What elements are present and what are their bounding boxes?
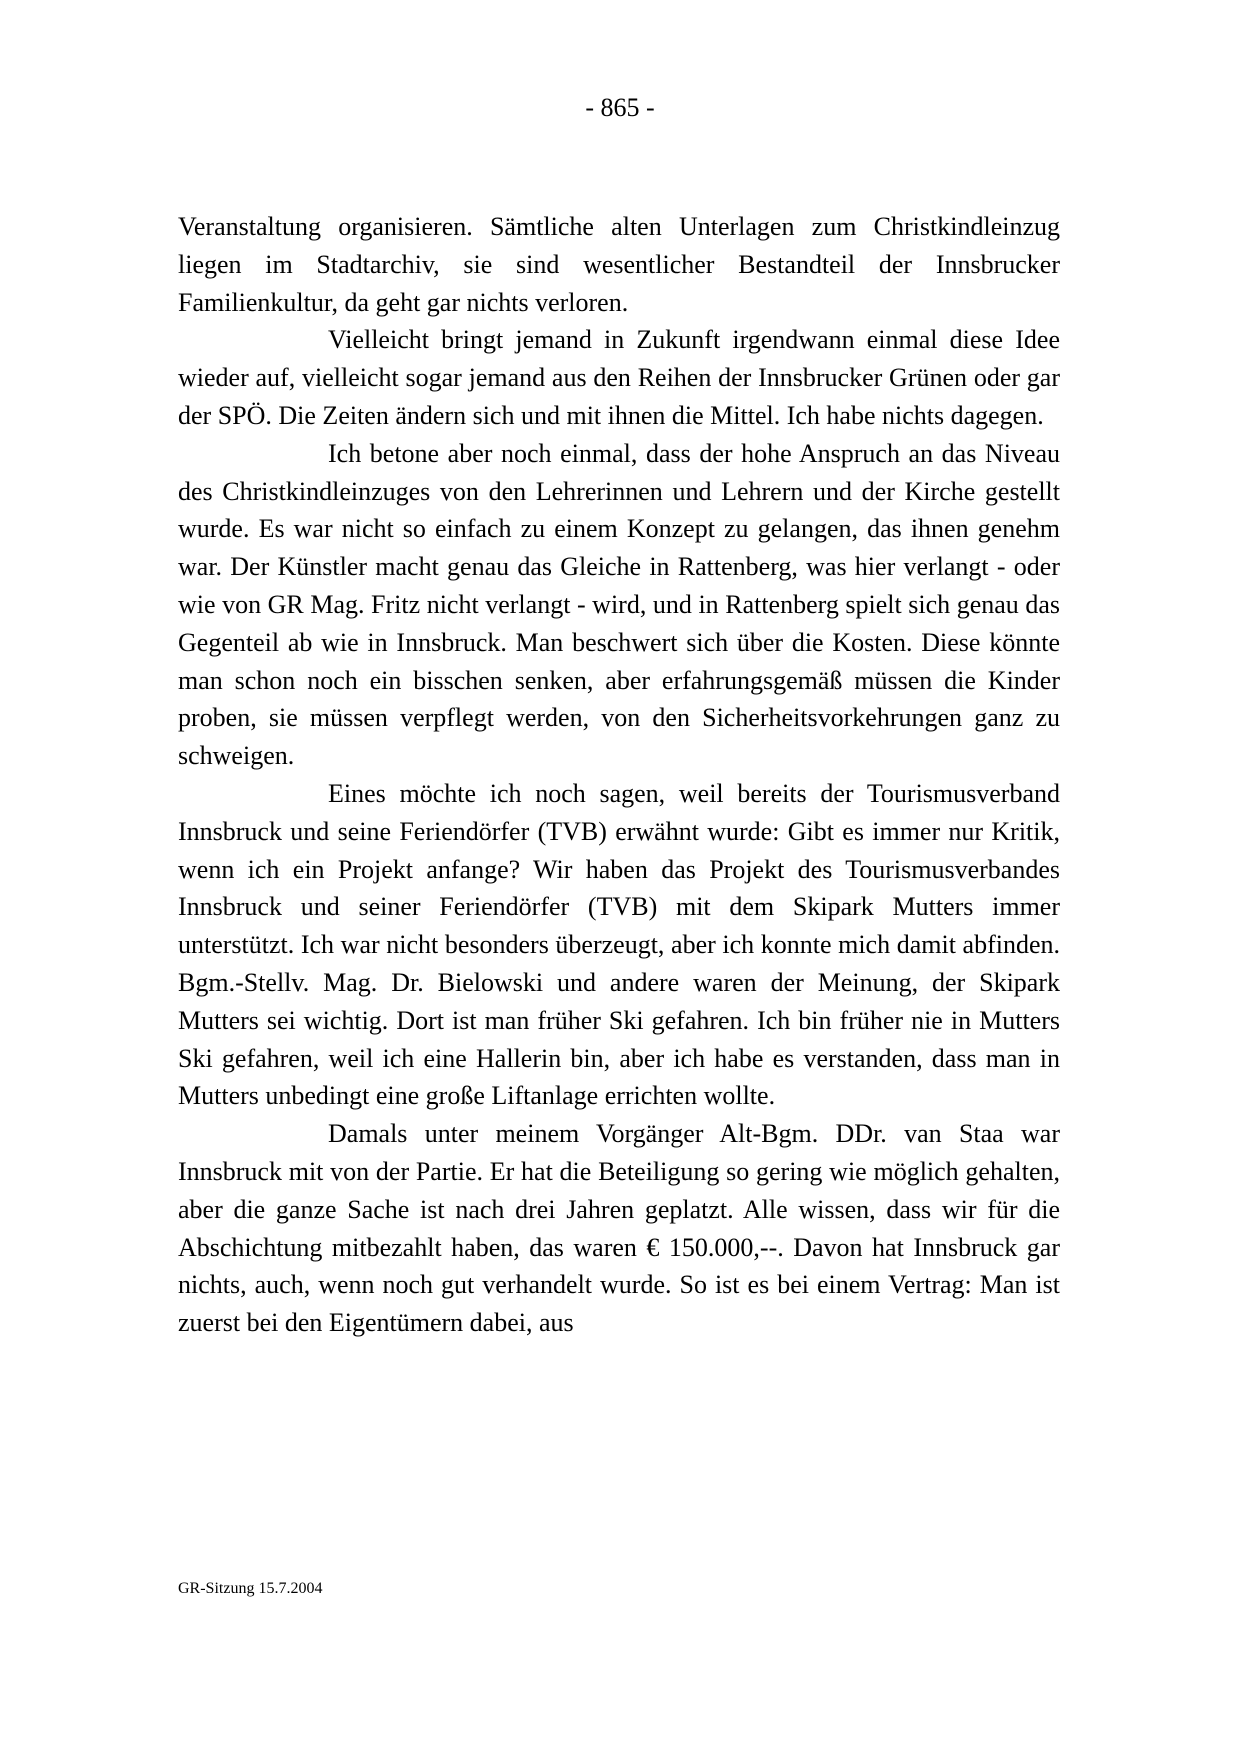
body-text — [178, 208, 1060, 1342]
paragraph: Damals unter meinem Vorgänger Alt-Bgm. DDr. van Staa war Innsbruck mit von der Partie. Er hat die Beteiligung so gering wie möglich gehalten, aber die ganze Sache ist nach drei Jahren geplatzt. Alle wissen, dass wir für die Abschichtung mitbezahlt haben, das waren € 150.000,--. Davon hat Innsbruck gar nichts, auch, wenn noch gut verhandelt wurde. So ist es bei einem Vertrag: Man ist zuerst bei den Eigentümern dabei, aus — [178, 1119, 1060, 1338]
paragraph: Ich betone aber noch einmal, dass der hohe Anspruch an das Niveau des Christkindleinzuges von den Lehrerinnen und Lehrern und der Kirche gestellt wurde. Es war nicht so einfach zu einem Konzept zu gelangen, das ihnen genehm war. Der Künstler macht genau das Gleiche in Rattenberg, was hier verlangt - oder wie von GR Mag. Fritz nicht verlangt - wird, und in Rattenberg spielt sich genau das Gegenteil ab wie in Innsbruck. Man beschwert sich über die Kosten. Diese könnte man schon noch ein bisschen senken, aber erfahrungsgemäß müssen die Kinder proben, sie müssen verpflegt werden, von den Sicherheitsvorkehrungen ganz zu schweigen. — [178, 438, 1060, 771]
paragraph: Vielleicht bringt jemand in Zukunft irgendwann einmal diese Idee wieder auf, vielleicht sogar jemand aus den Reihen der Innsbrucker Grünen oder gar der SPÖ. Die Zeiten ändern sich und mit ihnen die Mittel. Ich habe nichts dagegen. — [178, 325, 1060, 430]
footer-session-date: GR-Sitzung 15.7.2004 — [178, 1580, 323, 1597]
page-number: - 865 - — [585, 93, 655, 122]
paragraph: Veranstaltung organisieren. Sämtliche alten Unterlagen zum Christkindleinzug liegen im Stadtarchiv, sie sind wesentlicher Bestandteil der Innsbrucker Familienkultur, da geht gar nichts verloren. — [178, 212, 1060, 317]
paragraph: Eines möchte ich noch sagen, weil bereits der Tourismusverband Innsbruck und seine Feriendörfer (TVB) erwähnt wurde: Gibt es immer nur Kritik, wenn ich ein Projekt anfange? Wir haben das Projekt des Tourismusverbandes Innsbruck und seiner Feriendörfer (TVB) mit dem Skipark Mutters immer unterstützt. Ich war nicht besonders überzeugt, aber ich konnte mich damit abfinden. Bgm.-Stellv. Mag. Dr. Bielowski und andere waren der Meinung, der Skipark Mutters sei wichtig. Dort ist man früher Ski gefahren. Ich bin früher nie in Mutters Ski gefahren, weil ich eine Hallerin bin, aber ich habe es verstanden, dass man in Mutters unbedingt eine große Liftanlage errichten wollte. — [178, 778, 1060, 1111]
